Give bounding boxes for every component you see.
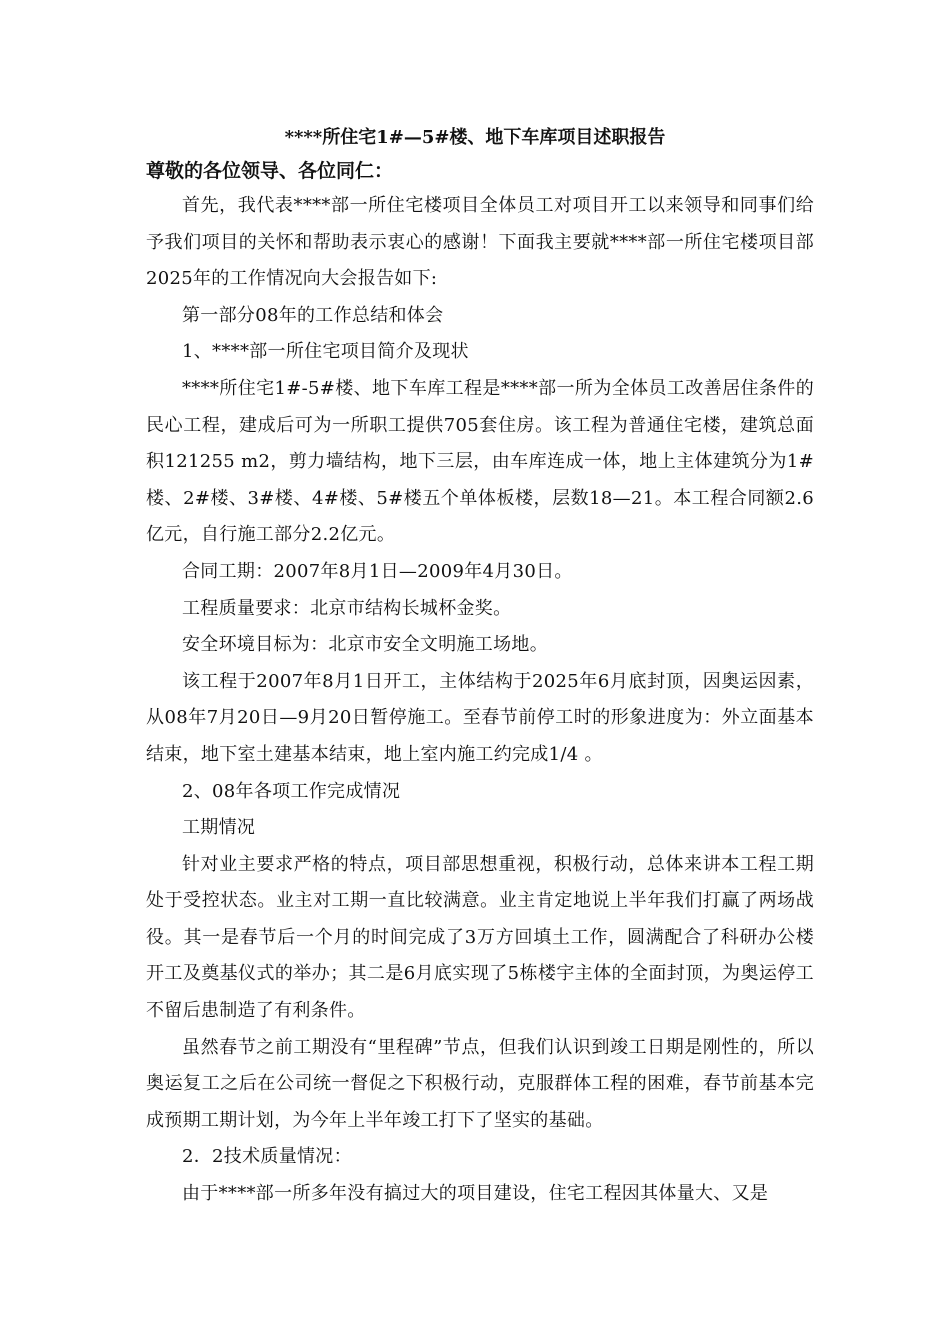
paragraph: 首先，我代表****部一所住宅楼项目全体员工对项目开工以来领导和同事们给予我们项目的关怀和帮助表示衷心的感谢！下面我主要就****部一所住宅楼项目部2025年的工作情况向大会报告如下:: [146, 195, 814, 290]
paragraph: ****所住宅1#-5#楼、地下车库工程是****部一所为全体员工改善居住条件的民心工程，建成后可为一所职工提供705套住房。该工程为普通住宅楼，建筑总面积121255 m2，剪力墙结构，地下三层，由车库连成一体，地上主体建筑分为1#楼、2#楼、3#楼、4#楼、5#楼五个单体板楼，层数18—21。本工程合同额2.6亿元，自行施工部分2.2亿元。: [146, 377, 814, 546]
document-title: ****所住宅1#—5#楼、地下车库项目述职报告: [284, 127, 666, 148]
section-heading: 第一部分08年的工作总结和体会: [182, 304, 444, 326]
subsection-heading: 2、08年各项工作完成情况: [182, 780, 401, 802]
subsection-heading: 1、****部一所住宅项目简介及现状: [182, 341, 469, 363]
paragraph: 工程质量要求：北京市结构长城杯金奖。: [182, 597, 512, 619]
paragraph: 安全环境目标为：北京市安全文明施工场地。: [182, 634, 548, 656]
paragraph: 合同工期：2007年8月1日—2009年4月30日。: [182, 560, 573, 582]
salutation: 尊敬的各位领导、各位同仁：: [146, 160, 394, 182]
paragraph: 针对业主要求严格的特点，项目部思想重视，积极行动，总体来讲本工程工期处于受控状态。业主对工期一直比较满意。业主肯定地说上半年我们打赢了两场战役。其一是春节后一个月的时间完成了3万方回填土工作，圆满配合了科研办公楼开工及奠基仪式的举办；其二是6月底实现了5栋楼宇主体的全面封顶，为奥运停工不留后患制造了有利条件。: [146, 853, 814, 1022]
subsection-heading: 工期情况: [182, 817, 256, 839]
document-body: [146, 188, 814, 1213]
paragraph: 该工程于2007年8月1日开工，主体结构于2025年6月底封顶，因奥运因素，从08年7月20日—9月20日暂停施工。至春节前停工时的形象进度为：外立面基本结束，地下室土建基本结束，地上室内施工约完成1/4 。: [146, 670, 814, 765]
subsection-heading: 2．2技术质量情况：: [182, 1146, 352, 1168]
paragraph: 虽然春节之前工期没有“里程碑”节点，但我们认识到竣工日期是刚性的，所以奥运复工之后在公司统一督促之下积极行动，克服群体工程的困难，春节前基本完成预期工期计划，为今年上半年竣工打下了坚实的基础。: [146, 1036, 814, 1131]
paragraph: 由于****部一所多年没有搞过大的项目建设，住宅工程因其体量大、又是: [182, 1183, 769, 1205]
